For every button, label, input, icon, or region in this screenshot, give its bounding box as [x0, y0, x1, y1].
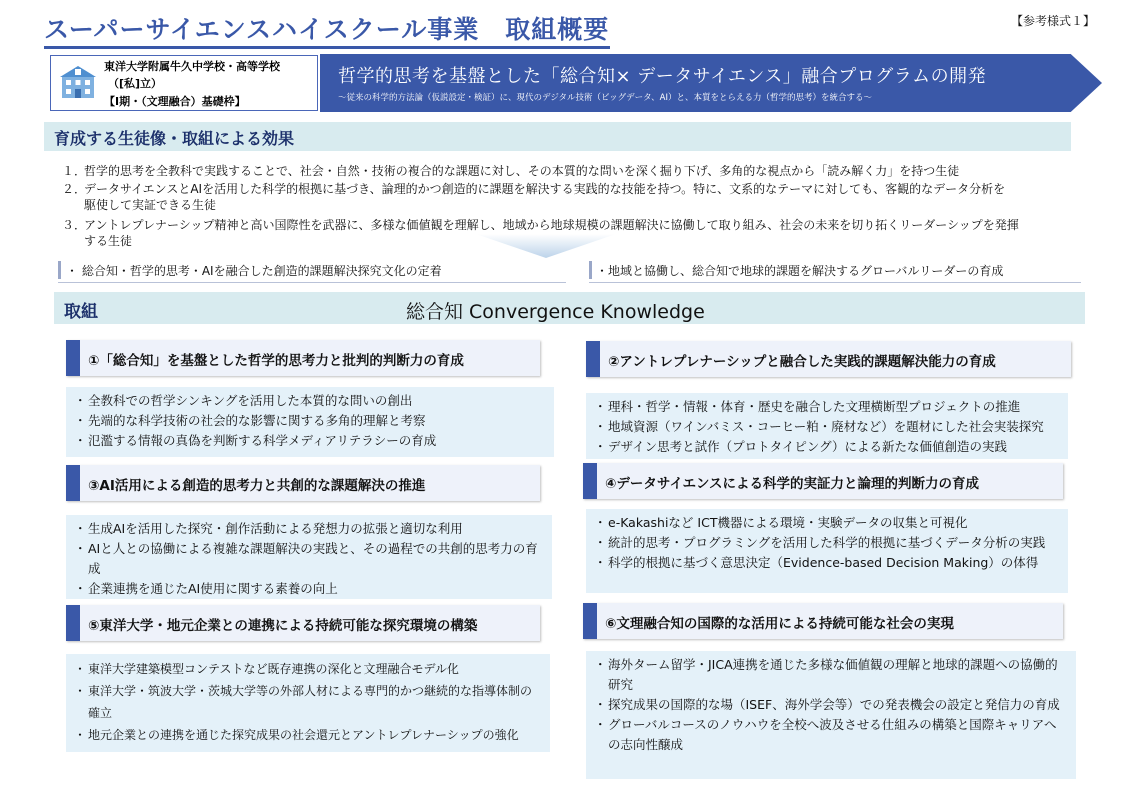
- card-list-item: ・ 地域資源（ワインバミス・コーヒー粕・廃材など）を題材にした社会実装探究: [594, 417, 1060, 437]
- card-3-heading: [66, 465, 540, 501]
- card-list-item: ・ e-Kakashiなど ICT機器による環境・実験データの収集と可視化: [594, 513, 1060, 533]
- effect-text-continued: 駆使して実証できる生徒: [84, 198, 217, 212]
- goal-right: ・地域と協働し、総合知で地球的課題を解決するグローバルリーダーの育成: [596, 264, 1004, 278]
- effect-item: [62, 181, 1082, 213]
- goal-right-underline: [589, 282, 1081, 283]
- card-accent: [66, 340, 80, 376]
- school-type: （[私]立）: [108, 77, 163, 90]
- card-list-item: ・ AIと人との協働による複雑な課題解決の実践と、その過程での共創的思考力の育成: [74, 539, 544, 579]
- card-3-body: [66, 515, 552, 599]
- goal-left-marker: [58, 261, 61, 279]
- card-list-item: ・ 東洋大学建築模型コンテストなど既存連携の深化と文理融合モデル化: [74, 658, 542, 680]
- goal-right-marker: [589, 261, 592, 279]
- torikumi-label: 取組: [64, 302, 98, 322]
- goal-left: ・ 総合知・哲学的思考・AIを融合した創造的課題解決探究文化の定着: [66, 264, 442, 278]
- effect-text-continued: する生徒: [84, 234, 133, 248]
- card-list-item: ・ 氾濫する情報の真偽を判断する科学メディアリテラシーの育成: [74, 431, 546, 451]
- page-title: スーパーサイエンスハイスクール事業 取組概要: [44, 15, 610, 44]
- card-heading-text: ①「総合知」を基盤とした哲学的思考力と批判的判断力の育成: [88, 353, 464, 369]
- effect-number: ２．: [62, 182, 87, 196]
- effect-text: 哲学的思考を全教科で実践することで、社会・自然・技術の複合的な課題に対し、その本質的な問いを深く掘り下げ、多角的な視点から「読み解く力」を持つ生徒: [84, 164, 960, 178]
- effect-text: アントレプレナーシップ精神と高い国際性を武器に、多様な価値観を理解し、地域から地球規模の課題解決に協働して取り組み、社会の未来を切り拓くリーダーシップを発揮: [84, 218, 1019, 232]
- card-heading-text: ⑥文理融合知の国際的な活用による持続可能な社会の実現: [605, 616, 954, 632]
- card-1-body: [66, 387, 554, 457]
- card-heading-text: ④データサイエンスによる科学的実証力と論理的判断力の育成: [605, 476, 980, 492]
- card-accent: [583, 463, 597, 499]
- theme-subtitle: ～従来の科学的方法論（仮説設定・検証）に、現代のデジタル技術（ビッグデータ、AI）と、本質をとらえる力（哲学的思考）を統合する～: [338, 93, 872, 103]
- card-accent: [66, 605, 80, 641]
- effect-number: ３．: [62, 218, 87, 232]
- effect-item: [62, 163, 1082, 179]
- card-list-item: ・ グローバルコースのノウハウを全校へ波及させる仕組みの構築と国際キャリアへの志向性醸成: [594, 715, 1068, 755]
- torikumi-title: 総合知 Convergence Knowledge: [406, 301, 705, 323]
- school-name: 東洋大学附属牛久中学校・高等学校: [104, 60, 280, 73]
- school-building-icon: [58, 62, 98, 102]
- card-list-item: ・ 東洋大学・筑波大学・茨城大学等の外部人材による専門的かつ継続的な指導体制の確立: [74, 680, 542, 724]
- card-list-item: ・ 理科・哲学・情報・体育・歴史を融合した文理横断型プロジェクトの推進: [594, 397, 1060, 417]
- card-accent: [583, 603, 597, 639]
- card-accent: [66, 465, 80, 501]
- card-6-body: [586, 651, 1076, 779]
- effect-text: データサイエンスとAIを活用した科学的根拠に基づき、論理的かつ創造的に課題を解決する実践的な技能を持つ。特に、文系的なテーマに対しても、客観的なデータ分析を: [84, 182, 1006, 196]
- card-1-heading: [66, 340, 540, 376]
- card-list-item: ・ デザイン思考と試作（プロトタイピング）による新たな価値創造の実践: [594, 437, 1060, 457]
- card-list-item: ・ 探究成果の国際的な場（ISEF、海外学会等）での発表機会の設定と発信力の育成: [594, 695, 1068, 715]
- effect-number: １．: [62, 164, 87, 178]
- card-2-heading: [586, 341, 1071, 377]
- card-6-heading: [583, 603, 1063, 639]
- card-heading-text: ②アントレプレナーシップと融合した実践的課題解決能力の育成: [608, 354, 996, 370]
- card-accent: [586, 341, 600, 377]
- school-category: 【Ⅰ期・（文理融合）基礎枠】: [104, 95, 246, 108]
- card-list-item: ・ 統計的思考・プログラミングを活用した科学的根拠に基づくデータ分析の実践: [594, 533, 1060, 553]
- title-underline: [44, 46, 610, 49]
- card-list-item: ・ 全教科での哲学シンキングを活用した本質的な問いの創出: [74, 391, 546, 411]
- effects-heading: 育成する生徒像・取組による効果: [54, 129, 295, 148]
- theme-title: 哲学的思考を基盤とした「総合知× データサイエンス」融合プログラムの開発: [338, 66, 987, 87]
- card-heading-text: ③AI活用による創造的思考力と共創的な課題解決の推進: [88, 478, 426, 494]
- reference-label: 【参考様式１】: [1010, 14, 1095, 28]
- card-4-heading: [583, 463, 1063, 499]
- card-list-item: ・ 科学的根拠に基づく意思決定（Evidence-based Decision Making）の体得: [594, 553, 1060, 573]
- goal-left-underline: [58, 282, 566, 283]
- card-2-body: [586, 393, 1068, 459]
- card-5-body: [66, 654, 550, 752]
- card-list-item: ・ 生成AIを活用した探究・創作活動による発想力の拡張と適切な利用: [74, 519, 544, 539]
- card-5-heading: [66, 605, 540, 641]
- card-list-item: ・ 地元企業との連携を通じた探究成果の社会還元とアントレプレナーシップの強化: [74, 724, 542, 746]
- card-list-item: ・ 先端的な科学技術の社会的な影響に関する多角的理解と考察: [74, 411, 546, 431]
- card-list-item: ・ 海外ターム留学・JICA連携を通じた多様な価値観の理解と地球的課題への協働的研究: [594, 655, 1068, 695]
- card-list-item: ・ 企業連携を通じたAI使用に関する素養の向上: [74, 579, 544, 599]
- card-4-body: [586, 509, 1068, 593]
- card-heading-text: ⑤東洋大学・地元企業との連携による持続可能な探究環境の構築: [88, 618, 478, 634]
